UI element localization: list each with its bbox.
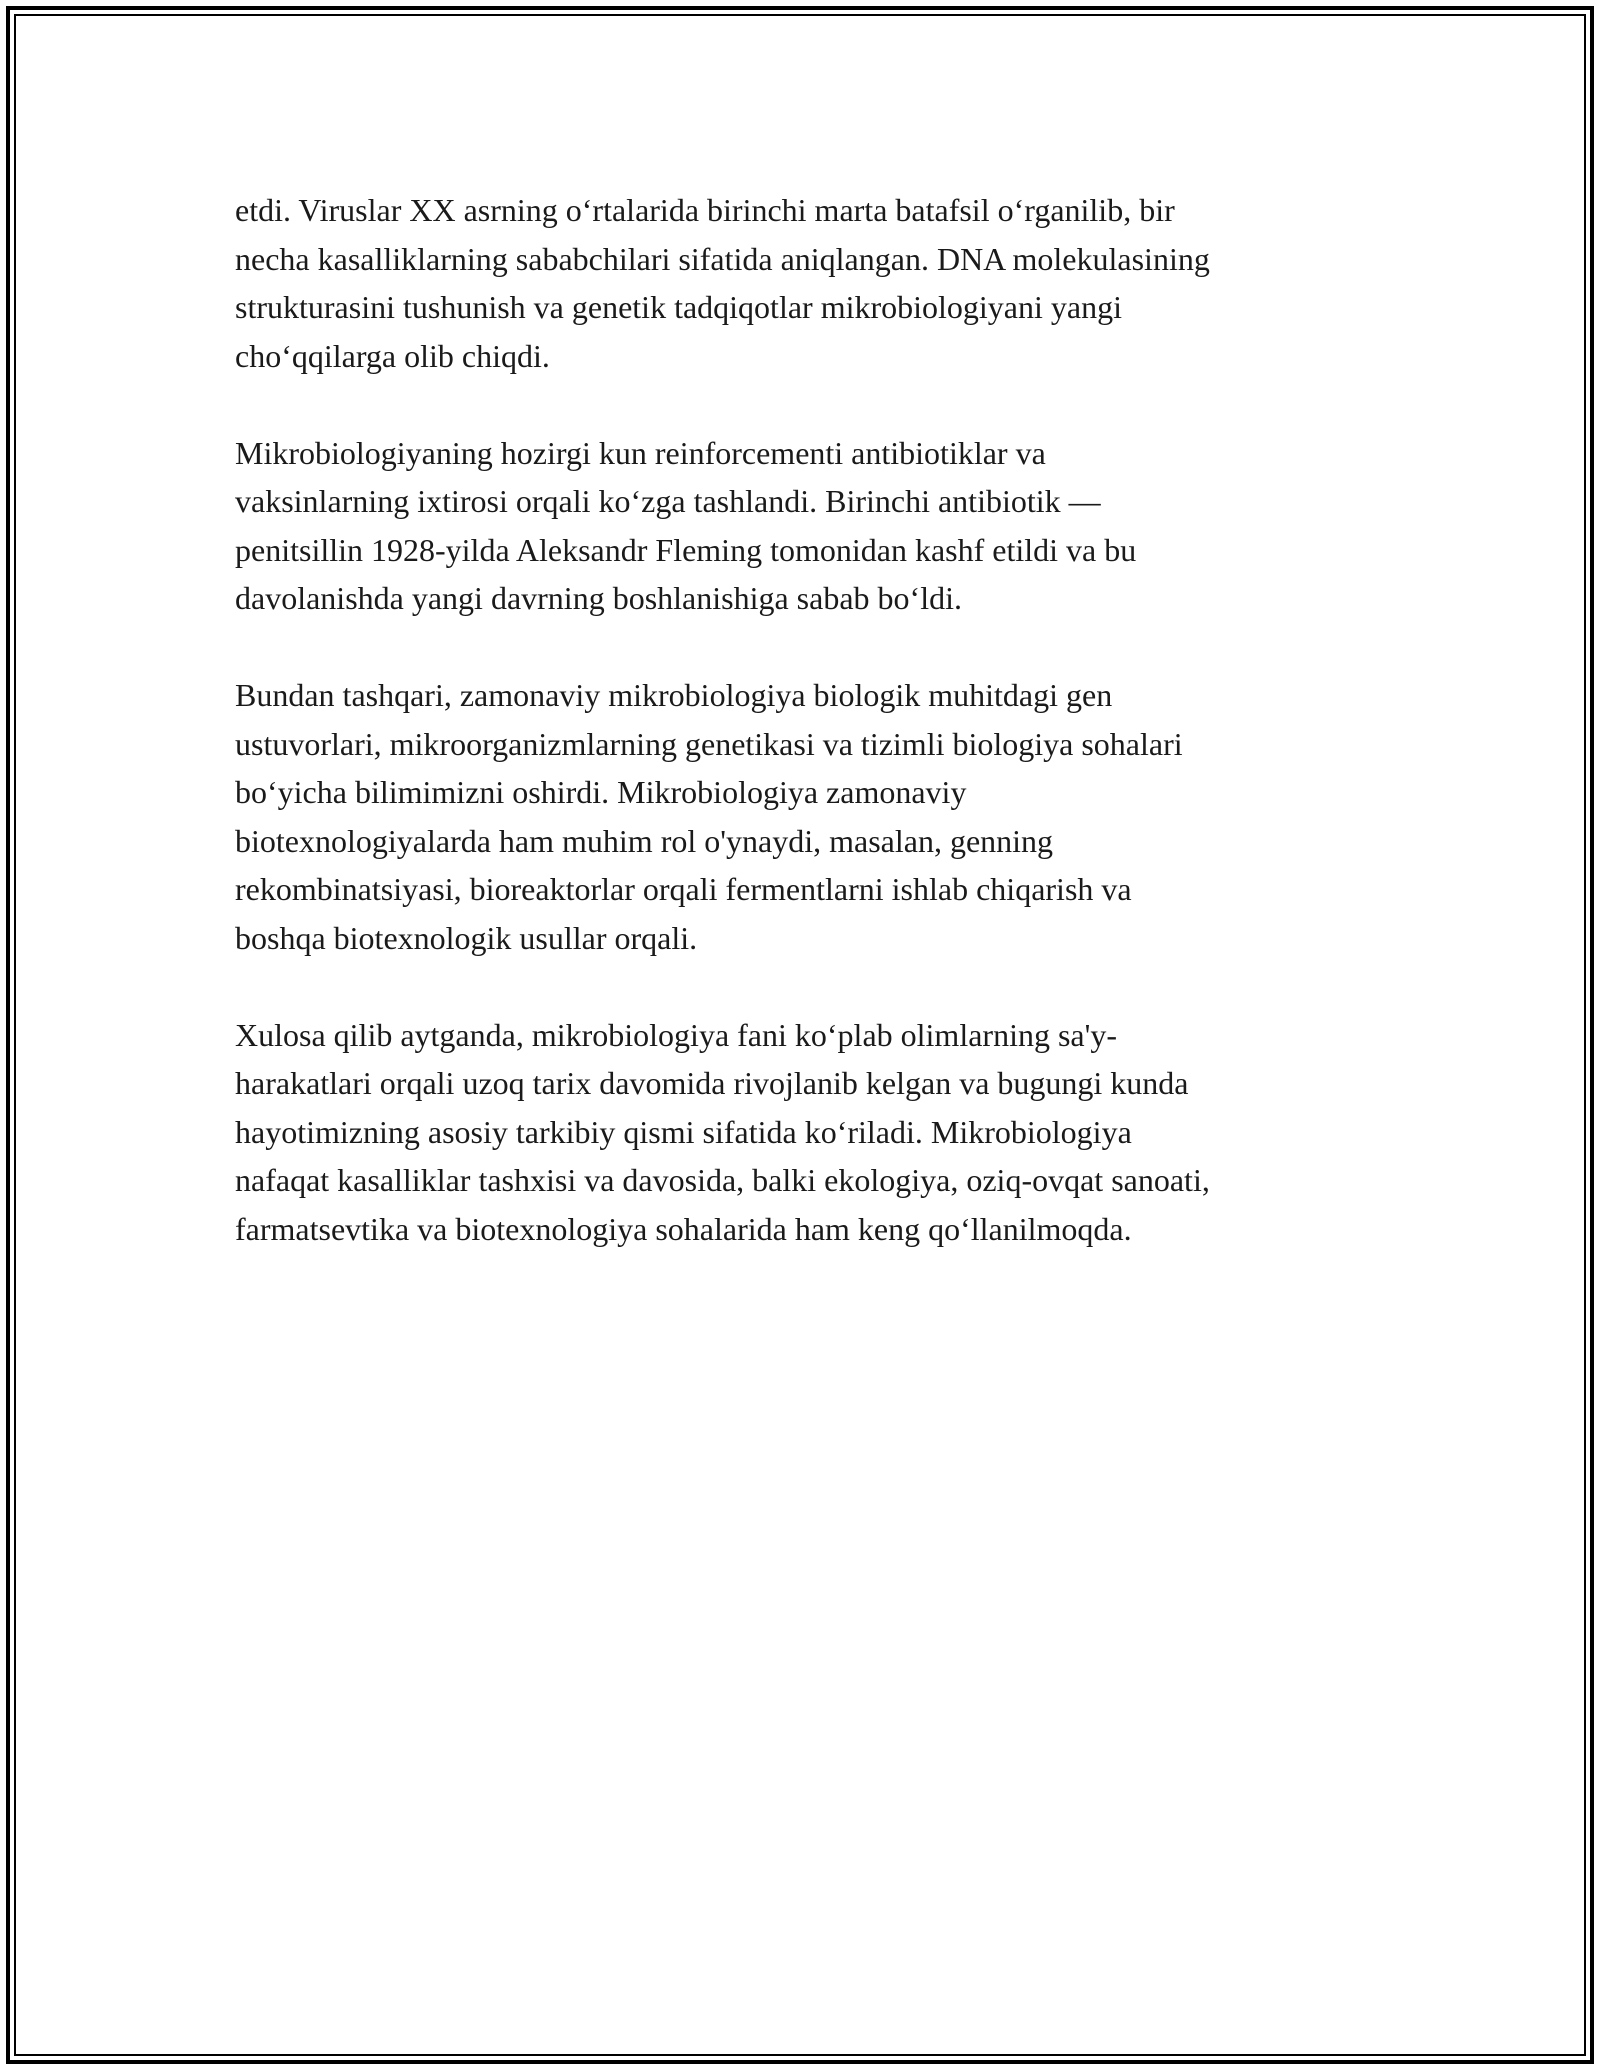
text-line: bo‘yicha bilimimizni oshirdi. Mikrobiologiya zamonaviy — [235, 774, 967, 810]
paragraph-modern-microbiology — [235, 671, 1365, 962]
text-line: ustuvorlari, mikroorganizmlarning genetikasi va tizimli biologiya sohalari — [235, 725, 1183, 762]
text-line: nafaqat kasalliklar tashxisi va davosida, balki ekologiya, oziq-ovqat sanoati, — [235, 1162, 1210, 1198]
document-body — [235, 186, 1365, 1302]
paragraph-antibiotics — [235, 429, 1365, 623]
paragraph-conclusion — [235, 1011, 1365, 1254]
text-line: vaksinlarning ixtirosi orqali ko‘zga tashlandi. Birinchi antibiotik — — [235, 483, 1101, 519]
text-line: biotexnologiyalarda ham muhim rol o'ynaydi, masalan, genning — [235, 822, 1054, 859]
text-line: hayotimizning asosiy tarkibiy qismi sifatida ko‘riladi. Mikrobiologiya — [235, 1113, 1132, 1150]
text-line: boshqa biotexnologik usullar orqali. — [235, 919, 698, 956]
text-line: necha kasalliklarning sababchilari sifatida aniqlangan. DNA molekulasining — [235, 240, 1210, 277]
text-line: etdi. Viruslar XX asrning o‘rtalarida birinchi marta batafsil o‘rganilib, bir — [235, 192, 1175, 228]
text-line: rekombinatsiyasi, bioreaktorlar orqali fermentlarni ishlab chiqarish va — [235, 871, 1132, 907]
paragraph-viruses — [235, 186, 1365, 380]
text-line: Bundan tashqari, zamonaviy mikrobiologiya biologik muhitdagi gen — [235, 677, 1113, 713]
text-line: harakatlari orqali uzoq tarix davomida rivojlanib kelgan va bugungi kunda — [235, 1065, 1189, 1101]
text-line: Mikrobiologiyaning hozirgi kun reinforcementi antibiotiklar va — [235, 434, 1046, 471]
text-line: cho‘qqilarga olib chiqdi. — [235, 337, 550, 374]
text-line: penitsillin 1928-yilda Aleksandr Fleming tomonidan kashf etildi va bu — [235, 531, 1137, 568]
text-line: Xulosa qilib aytganda, mikrobiologiya fani ko‘plab olimlarning sa'y- — [235, 1016, 1118, 1053]
text-line: davolanishda yangi davrning boshlanishiga sabab bo‘ldi. — [235, 580, 962, 616]
text-line: strukturasini tushunish va genetik tadqiqotlar mikrobiologiyani yangi — [235, 289, 1122, 325]
text-line: farmatsevtika va biotexnologiya sohalarida ham keng qo‘llanilmoqda. — [235, 1210, 1132, 1247]
